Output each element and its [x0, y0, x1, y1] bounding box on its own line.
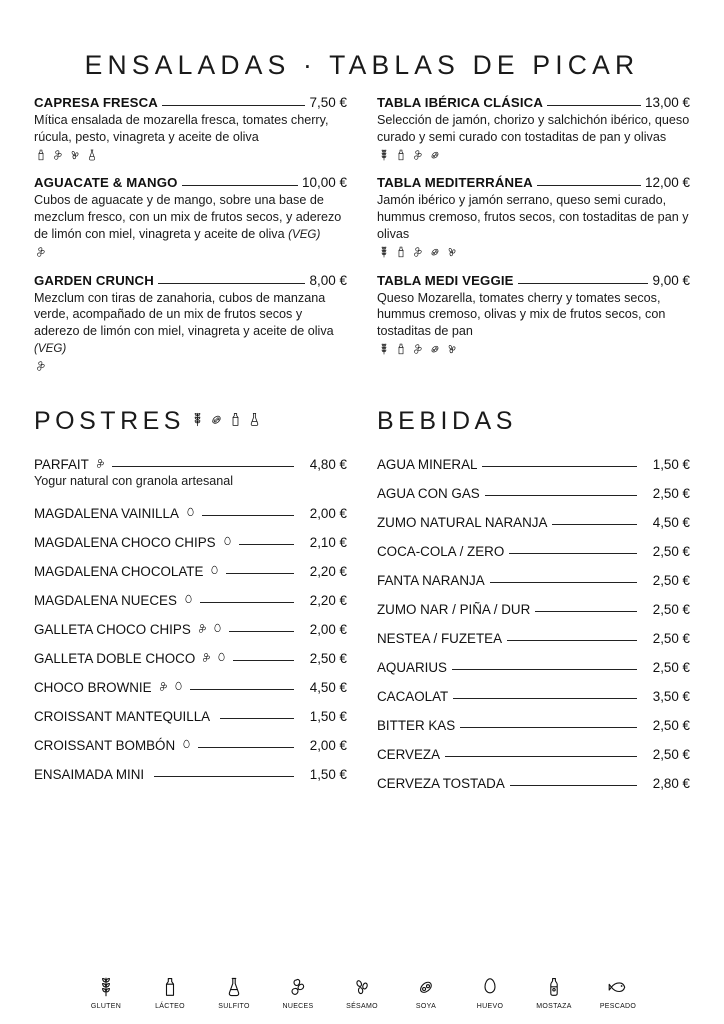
price-row-price: 1,50 €: [309, 766, 347, 782]
tablas-column: [377, 95, 690, 387]
price-row-name: GALLETA DOBLE CHOCO: [34, 650, 196, 666]
menu-item: [34, 95, 347, 162]
sulfito-icon: [85, 148, 99, 162]
soya-icon: [428, 245, 442, 259]
legend-item: [595, 973, 641, 1010]
leader-line: [452, 669, 637, 670]
nueces-icon: [200, 651, 213, 664]
price-row-name: PARFAIT: [34, 456, 89, 472]
price-row-price: 2,10 €: [309, 534, 347, 550]
price-row-price: 2,20 €: [309, 592, 347, 608]
price-row: [34, 667, 347, 695]
leader-line: [509, 553, 637, 554]
veg-tag: (VEG): [34, 341, 67, 355]
top-columns: [34, 95, 690, 387]
lacteo-icon: [158, 975, 182, 999]
legend-item: [275, 973, 321, 1010]
legend-item: [403, 973, 449, 1010]
price-row-name: MAGDALENA CHOCOLATE: [34, 563, 204, 579]
postres-title: POSTRES: [34, 406, 185, 435]
leader-line: [202, 515, 294, 516]
legend-label: NUECES: [282, 1003, 314, 1010]
price-row-name: NESTEA / FUZETEA: [377, 630, 503, 646]
mostaza-icon: [542, 975, 566, 999]
salads-column: [34, 95, 347, 387]
leader-line: [162, 105, 305, 106]
price-row: [377, 589, 690, 617]
legend-label: SOYA: [415, 1003, 437, 1010]
price-row-price: 2,00 €: [309, 737, 347, 753]
sulfito-legend-icon: [222, 973, 246, 999]
price-row: [377, 647, 690, 675]
leader-line: [239, 544, 294, 545]
price-row-price: 2,50 €: [652, 572, 690, 588]
leader-line: [552, 524, 637, 525]
menu-item-name: TABLA MEDITERRÁNEA: [377, 175, 533, 191]
menu-item-head: [34, 95, 347, 110]
price-row-allergens: [184, 506, 197, 521]
lacteo-icon: [394, 148, 408, 162]
price-row-allergens: [221, 535, 234, 550]
price-row: [377, 560, 690, 588]
nueces-icon: [51, 148, 65, 162]
pescado-icon: [606, 975, 630, 999]
allergen-legend: [0, 973, 724, 1010]
price-row: [377, 705, 690, 733]
menu-item-description: Mezclum con tiras de zanahoria, cubos de manzana verde, acompañado de un mix de frutos secos y aderezo de limón con miel, vinagreta y aceite de oliva (VEG): [34, 290, 334, 355]
price-row-allergens: [182, 593, 195, 608]
lacteo-legend-icon: [158, 973, 182, 999]
price-row-name: CERVEZA TOSTADA: [377, 775, 505, 791]
bottom-columns: [34, 393, 690, 792]
price-row-allergens: [196, 622, 224, 637]
price-row-name: BITTER KAS: [377, 717, 456, 733]
leader-line: [190, 689, 294, 690]
price-row-allergens: [180, 738, 193, 753]
nueces-icon: [94, 457, 107, 470]
leader-line: [453, 698, 637, 699]
menu-item-allergens: [377, 342, 690, 357]
nueces-icon: [157, 680, 170, 693]
leader-line: [507, 640, 637, 641]
price-row: [377, 763, 690, 791]
menu-item: [34, 273, 347, 374]
legend-label: SÉSAMO: [346, 1003, 378, 1010]
price-row-price: 2,00 €: [309, 505, 347, 521]
price-row: [377, 618, 690, 646]
price-row-price: 1,50 €: [309, 708, 347, 724]
price-row: [377, 531, 690, 559]
legend-item: [147, 973, 193, 1010]
nueces-icon: [411, 148, 425, 162]
menu-item-name: TABLA MEDI VEGGIE: [377, 272, 514, 288]
huevo-icon: [180, 738, 193, 751]
price-row-name: CROISSANT MANTEQUILLA: [34, 708, 211, 724]
price-row-description: Yogur natural con granola artesanal: [34, 473, 234, 488]
leader-line: [182, 185, 298, 186]
huevo-legend-icon: [478, 973, 502, 999]
price-row-name: FANTA NARANJA: [377, 572, 485, 588]
menu-item-description: Mítica ensalada de mozarella fresca, tomates cherry, rúcula, pesto, vinagreta y aceite de oliva: [34, 113, 329, 144]
price-row-price: 2,20 €: [309, 563, 347, 579]
menu-item-name: CAPRESA FRESCA: [34, 95, 158, 110]
menu-item-price: 7,50 €: [309, 95, 347, 110]
price-row: [377, 444, 690, 472]
leader-line: [154, 776, 294, 777]
huevo-icon: [478, 975, 502, 999]
gluten-icon: [377, 342, 391, 356]
leader-line: [460, 727, 637, 728]
legend-item: [467, 973, 513, 1010]
huevo-icon: [172, 680, 185, 693]
postres-title-icons: [189, 411, 263, 431]
page-title: ENSALADAS · TABLAS DE PICAR: [84, 50, 640, 80]
price-row-name: CACAOLAT: [377, 688, 449, 704]
price-row-price: 2,50 €: [652, 659, 690, 675]
huevo-icon: [208, 564, 221, 577]
lacteo-icon: [227, 411, 244, 428]
nueces-icon: [286, 975, 310, 999]
soya-icon: [428, 148, 442, 162]
menu-item-price: 10,00 €: [301, 175, 347, 191]
price-row: [34, 580, 347, 608]
price-row: [34, 725, 347, 753]
nueces-icon: [411, 342, 425, 356]
menu-item-price: 9,00 €: [652, 272, 690, 288]
sulfito-icon: [222, 975, 246, 999]
price-row-name: COCA-COLA / ZERO: [377, 543, 505, 559]
postres-heading: [34, 407, 347, 436]
leader-line: [233, 660, 294, 661]
legend-label: PESCADO: [599, 1003, 637, 1010]
sesamo-icon: [445, 342, 459, 356]
price-row-price: 4,50 €: [309, 679, 347, 695]
soya-icon: [428, 342, 442, 356]
leader-line: [485, 495, 637, 496]
bebidas-list: [377, 444, 690, 791]
postres-list: [34, 444, 347, 782]
price-row-price: 2,50 €: [652, 630, 690, 646]
lacteo-icon: [34, 148, 48, 162]
price-row-price: 2,50 €: [652, 601, 690, 617]
huevo-icon: [182, 593, 195, 606]
leader-line: [510, 785, 637, 786]
menu-item-head: [377, 273, 690, 288]
price-row: [34, 609, 347, 637]
huevo-icon: [215, 651, 228, 664]
menu-item-description: Cubos de aguacate y de mango, sobre una base de mezclum fresco, con un mix de frutos secos, y aderezo de limón con miel, vinagreta y aceite de oliva (VEG): [34, 193, 342, 241]
menu-item-head: [377, 95, 690, 110]
menu-item-price: 13,00 €: [644, 95, 690, 110]
nueces-icon: [196, 622, 209, 635]
lacteo-icon: [394, 342, 408, 356]
price-row-price: 4,80 €: [309, 456, 347, 472]
legend-item: [339, 973, 385, 1010]
price-row-allergens: [200, 651, 228, 666]
huevo-icon: [221, 535, 234, 548]
price-row-name: GALLETA CHOCO CHIPS: [34, 621, 191, 637]
menu-item-allergens: [377, 245, 690, 260]
soya-icon: [208, 411, 225, 428]
price-row-price: 4,50 €: [652, 514, 690, 530]
price-row-name: ZUMO NAR / PIÑA / DUR: [377, 601, 531, 617]
sesamo-legend-icon: [350, 973, 374, 999]
leader-line: [445, 756, 637, 757]
postres-column: [34, 393, 347, 792]
leader-line: [537, 185, 641, 186]
nueces-legend-icon: [286, 973, 310, 999]
price-row-name: CERVEZA: [377, 746, 441, 762]
leader-line: [198, 747, 294, 748]
menu-item: [34, 175, 347, 259]
menu-item: [377, 175, 690, 259]
menu-item-head: [377, 175, 690, 190]
leader-line: [490, 582, 637, 583]
sesamo-icon: [68, 148, 82, 162]
price-row-name: MAGDALENA VAINILLA: [34, 505, 179, 521]
price-row-name: CHOCO BROWNIE: [34, 679, 152, 695]
soya-legend-icon: [414, 973, 438, 999]
nueces-icon: [34, 245, 48, 259]
price-row-name: AQUARIUS: [377, 659, 447, 675]
price-row-price: 2,50 €: [652, 746, 690, 762]
price-row-price: 3,50 €: [652, 688, 690, 704]
price-row-allergens: [157, 680, 185, 695]
price-row-name: CROISSANT BOMBÓN: [34, 737, 176, 753]
price-row-allergens: [94, 457, 107, 472]
menu-item-description: Queso Mozarella, tomates cherry y tomates secos, hummus cremoso, olivas y mix de frutos secos, con tostaditas de pan: [377, 290, 666, 339]
price-row: [377, 502, 690, 530]
veg-tag: (VEG): [288, 227, 321, 241]
huevo-icon: [211, 622, 224, 635]
price-row-name: ENSAIMADA MINI: [34, 766, 145, 782]
leader-line: [482, 466, 637, 467]
price-row-name: AGUA MINERAL: [377, 456, 478, 472]
soya-icon: [414, 975, 438, 999]
menu-item-allergens: [34, 245, 347, 260]
price-row-price: 2,50 €: [309, 650, 347, 666]
price-row-price: 2,50 €: [652, 717, 690, 733]
price-row-name: ZUMO NATURAL NARANJA: [377, 514, 548, 530]
leader-line: [158, 283, 306, 284]
price-row: [34, 444, 347, 472]
legend-label: GLUTEN: [90, 1003, 122, 1010]
legend-label: LÁCTEO: [155, 1003, 185, 1010]
price-row-name: MAGDALENA NUECES: [34, 592, 177, 608]
price-row-name: MAGDALENA CHOCO CHIPS: [34, 534, 216, 550]
menu-item-price: 8,00 €: [309, 272, 347, 288]
menu-item-price: 12,00 €: [644, 175, 690, 191]
pescado-legend-icon: [606, 973, 630, 999]
bebidas-heading: [377, 407, 690, 436]
leader-line: [547, 105, 641, 106]
gluten-legend-icon: [94, 973, 118, 999]
price-row: [377, 473, 690, 501]
menu-item-name: TABLA IBÉRICA CLÁSICA: [377, 95, 544, 110]
leader-line: [226, 573, 294, 574]
price-row: [34, 696, 347, 724]
bebidas-column: [377, 393, 690, 792]
legend-label: SULFITO: [218, 1003, 250, 1010]
menu-item-description: Jamón ibérico y jamón serrano, queso semi curado, hummus cremoso, frutos secos, con tostaditas de pan y olivas: [377, 193, 689, 241]
price-row: [377, 734, 690, 762]
mostaza-legend-icon: [542, 973, 566, 999]
menu-item-head: [34, 273, 347, 288]
menu-item-head: [34, 175, 347, 190]
price-row-allergens: [208, 564, 221, 579]
menu-item-name: AGUACATE & MANGO: [34, 175, 178, 191]
leader-line: [112, 466, 294, 467]
price-row-price: 2,50 €: [652, 543, 690, 559]
leader-line: [220, 718, 294, 719]
price-row-price: 1,50 €: [652, 456, 690, 472]
leader-line: [229, 631, 294, 632]
menu-item: [377, 95, 690, 162]
gluten-icon: [189, 411, 206, 428]
gluten-icon: [377, 148, 391, 162]
legend-item: [531, 973, 577, 1010]
legend-item: [83, 973, 129, 1010]
price-row-price: 2,00 €: [309, 621, 347, 637]
price-row: [34, 522, 347, 550]
sesamo-icon: [350, 975, 374, 999]
gluten-icon: [377, 245, 391, 259]
menu-item-description: Selección de jamón, chorizo y salchichón ibérico, queso curado y semi curado con tostaditas de pan y olivas: [377, 113, 690, 144]
lacteo-icon: [394, 245, 408, 259]
sulfito-icon: [246, 411, 263, 428]
menu-item-allergens: [377, 147, 690, 162]
price-row: [377, 676, 690, 704]
bebidas-title: BEBIDAS: [377, 406, 517, 435]
nueces-icon: [34, 359, 48, 373]
price-row: [34, 551, 347, 579]
menu-item: [377, 273, 690, 357]
sesamo-icon: [445, 245, 459, 259]
menu-item-name: GARDEN CRUNCH: [34, 272, 154, 288]
menu-item-allergens: [34, 147, 347, 162]
price-row: [34, 754, 347, 782]
leader-line: [535, 611, 637, 612]
price-row: [34, 638, 347, 666]
leader-line: [200, 602, 294, 603]
legend-item: [211, 973, 257, 1010]
gluten-icon: [94, 975, 118, 999]
leader-line: [518, 283, 649, 284]
price-row-price: 2,80 €: [652, 775, 690, 791]
nueces-icon: [411, 245, 425, 259]
price-row-price: 2,50 €: [652, 485, 690, 501]
price-row: [34, 493, 347, 521]
menu-item-allergens: [34, 359, 347, 374]
legend-label: MOSTAZA: [536, 1003, 572, 1010]
legend-label: HUEVO: [476, 1003, 504, 1010]
price-row-name: AGUA CON GAS: [377, 485, 480, 501]
huevo-icon: [184, 506, 197, 519]
